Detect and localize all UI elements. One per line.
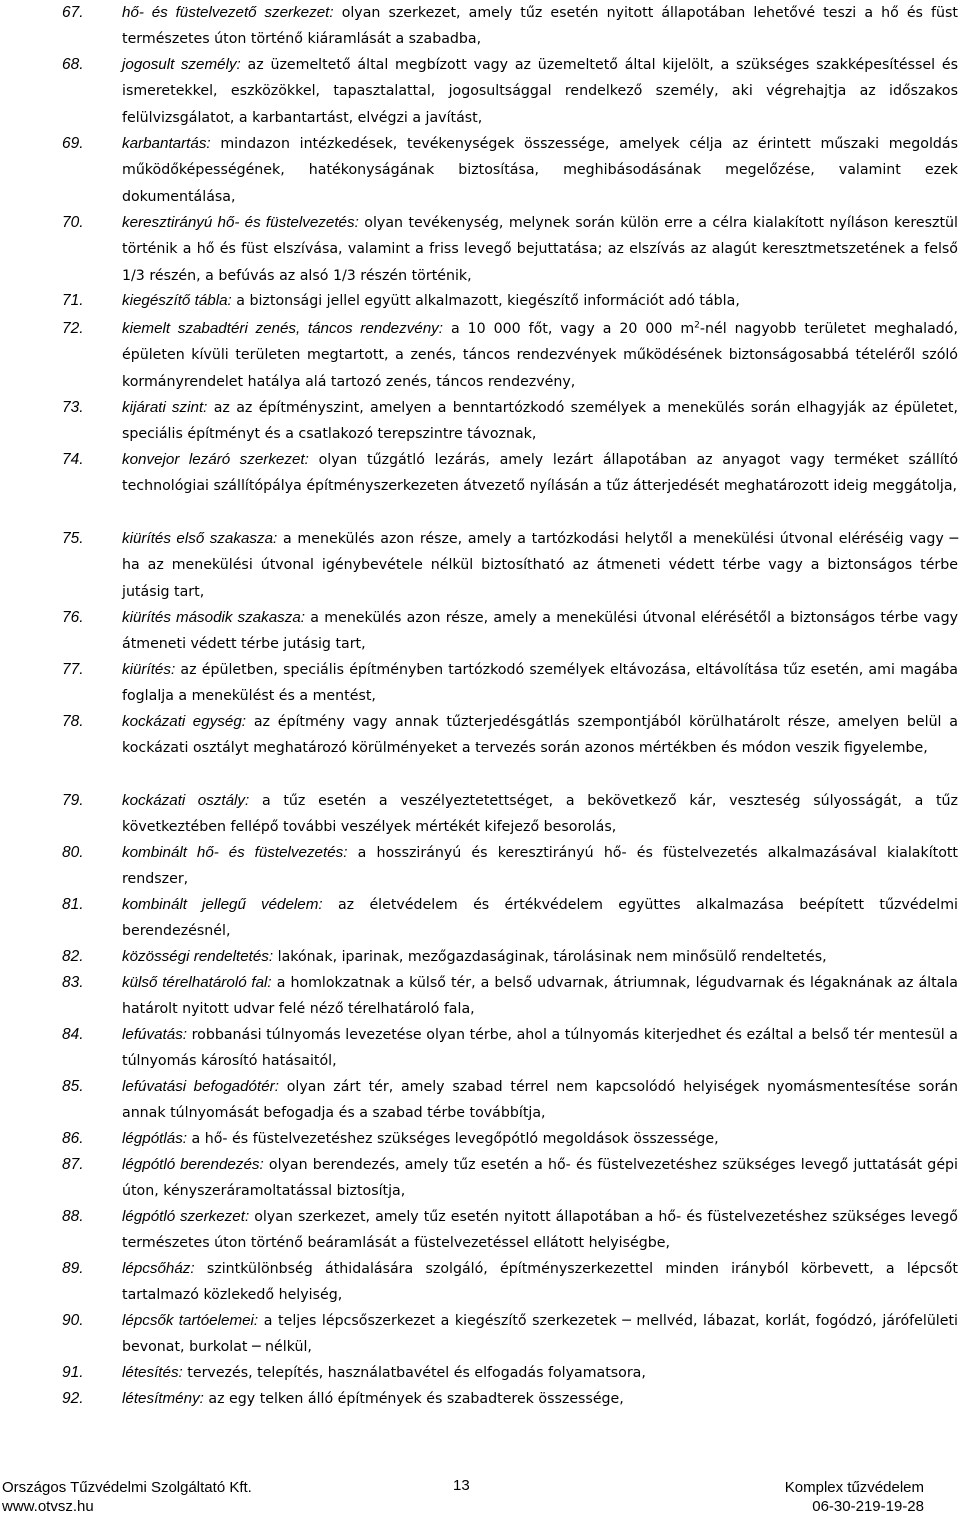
defined-term: kiegészítő tábla: <box>122 292 232 309</box>
defined-term: kombinált hő- és füstelvezetés: <box>122 844 348 861</box>
footer-phone: 06-30-219-19-28 <box>812 1498 924 1515</box>
definition-text <box>122 605 958 658</box>
definition-text <box>122 709 958 762</box>
item-number: 74. <box>62 451 84 468</box>
definition-text <box>122 1308 958 1361</box>
defined-term: kiemelt szabadtéri zenés, táncos rendezvény: <box>122 320 443 337</box>
footer-web: www.otvsz.hu <box>2 1498 94 1515</box>
defined-term: kockázati egység: <box>122 713 247 730</box>
definition-body: az épületben, speciális építményben tartózkodó személyek eltávozása, eltávolítása tűz esetén, ami magába foglalja a menekülést és a mentést, <box>122 662 959 705</box>
definition-body: az egy telken álló építmények és szabadterek összessége, <box>208 1391 624 1407</box>
definition-text <box>122 526 958 605</box>
definition-body: az üzemeltető által megbízott vagy az üzemeltető által kijelölt, a szükséges szakképesítéssel és ismeretekkel, eszközökkel, tapasztalattal, jogosultsággal rendelkező személy, aki végrehajtja az időszakos felülvizsgálatot, a karbantartást, elvégzi a javítást, <box>122 57 958 126</box>
definition-text <box>122 1360 958 1386</box>
defined-term: hő- és füstelvezető szerkezet: <box>122 4 334 21</box>
definition-text <box>122 288 958 314</box>
superscript: 2 <box>694 320 700 331</box>
definition-body: az életvédelem és értékvédelem együttes alkalmazása beépített tűzvédelmi berendezésnél, <box>122 897 958 940</box>
item-number: 80. <box>62 844 84 861</box>
definition-text <box>122 52 958 131</box>
defined-term: külső térelhatároló fal: <box>122 974 272 991</box>
definition-text <box>122 1022 958 1075</box>
defined-term: kombinált jellegű védelem: <box>122 896 323 913</box>
definition-body: a hosszirányú és keresztirányú hő- és füstelvezetés alkalmazásával kialakított rendszer, <box>122 845 958 888</box>
item-number: 88. <box>62 1208 84 1225</box>
footer-product: Komplex tűzvédelem <box>784 1479 924 1496</box>
item-number: 89. <box>62 1260 84 1277</box>
definition-text <box>122 1204 958 1257</box>
definition-text <box>122 316 958 395</box>
item-number: 84. <box>62 1026 84 1043</box>
definition-body: a teljes lépcsőszerkezet a kiegészítő szerkezetek ─ mellvéd, lábazat, korlát, fogódzó, járófelületi bevonat, burkolat ─ nélkül, <box>122 1313 958 1356</box>
definition-body: az építmény vagy annak tűzterjedésgátlás szempontjából körülhatárolt része, amelyen belül a kockázati osztályt meghatározó körülményeket a tervezés során azonos mértékben és módon veszik figyelembe, <box>122 714 958 757</box>
definition-body: olyan szerkezet, amely tűz esetén nyitott állapotában a hő- és füstelvezetéshez szükséges levegő természetes úton történő beáramlását a füstelvezetéssel ellátott helyiségbe, <box>122 1209 958 1252</box>
definition-body: robbanási túlnyomás levezetése olyan térbe, ahol a túlnyomás kiterjedhet és ezáltal a belső tér mentesül a túlnyomás károsító hatásaitól, <box>122 1027 958 1070</box>
defined-term: kiürítés: <box>122 661 176 678</box>
defined-term: karbantartás: <box>122 135 211 152</box>
defined-term: kiürítés első szakasza: <box>122 530 278 547</box>
item-number: 87. <box>62 1156 84 1173</box>
defined-term: lépcsőház: <box>122 1260 195 1277</box>
footer-left <box>2 1478 252 1516</box>
defined-term: létesítés: <box>122 1364 183 1381</box>
definition-body: lakónak, iparinak, mezőgazdaságinak, tárolásinak nem minősülő rendeltetés, <box>277 949 827 965</box>
item-number: 76. <box>62 609 84 626</box>
definition-body: olyan tűzgátló lezárás, amely lezárt állapotában az anyagot vagy terméket szállító technológiai szállítópálya építményszerkezeten átvezető nyílásán a tűz átterjedését meghatározott ideig meggátolja, <box>122 452 959 495</box>
page-footer <box>0 1478 960 1516</box>
item-number: 79. <box>62 792 84 809</box>
defined-term: kijárati szint: <box>122 399 208 416</box>
definition-text <box>122 892 958 945</box>
definition-body: olyan zárt tér, amely szabad térrel nem kapcsolódó helyiségek nyomásmentesítése során annak túlnyomását befogadja és a szabad térbe továbbítja, <box>122 1079 958 1122</box>
definition-body: -nél nagyobb területet meghaladó, épületen kívüli területen megtartott, a zenés, táncos rendezvények működésének biztonságosabbá tételéről szóló kormányrendelet hatálya alá tartozó zenés, táncos rendezvény, <box>122 321 958 390</box>
definition-text <box>122 1256 958 1309</box>
defined-term: jogosult személy: <box>122 56 241 73</box>
defined-term: kockázati osztály: <box>122 792 250 809</box>
definition-body: a menekülés azon része, amely a menekülési útvonal elérésétől a biztonságos térbe vagy átmeneti védett térbe jutásig tart, <box>122 610 958 653</box>
definition-text <box>122 395 958 448</box>
defined-term: lefúvatási befogadótér: <box>122 1078 279 1095</box>
definition-body-start: a 10 000 főt, vagy a 20 000 m <box>450 321 695 337</box>
defined-term: keresztirányú hő- és füstelvezetés: <box>122 214 359 231</box>
definition-text <box>122 1074 958 1127</box>
definition-body: tervezés, telepítés, használatbavétel és elfogadás folyamatsora, <box>187 1365 646 1381</box>
definition-text <box>122 1152 958 1205</box>
definition-text <box>122 944 958 970</box>
item-number: 77. <box>62 661 84 678</box>
definition-body: olyan szerkezet, amely tűz esetén nyitott állapotában lehetővé teszi a hő és füst természetes úton történő kiáramlását a szabadba, <box>122 5 958 48</box>
definition-text <box>122 131 958 210</box>
defined-term: légpótló berendezés: <box>122 1156 264 1173</box>
item-number: 68. <box>62 56 84 73</box>
item-number: 91. <box>62 1364 84 1381</box>
defined-term: konvejor lezáró szerkezet: <box>122 451 309 468</box>
footer-right <box>785 1478 924 1516</box>
definition-text <box>122 657 958 710</box>
definition-body: az az építményszint, amelyen a benntartózkodó személyek a menekülés során elhagyják az épületet, speciális építményt és a csatlakozó terepszintre távoznak, <box>122 400 958 443</box>
defined-term: lefúvatás: <box>122 1026 188 1043</box>
definition-body: mindazon intézkedések, tevékenységek összessége, amelyek célja az érintett műszaki megoldás működőképességének, hatékonyságának biztosítása, meghibásodásának megelőzése, valamint ezek dokumentálása, <box>122 136 958 205</box>
definition-text <box>122 0 958 53</box>
item-number: 72. <box>62 320 84 337</box>
definition-text <box>122 788 958 841</box>
item-number: 67. <box>62 4 84 21</box>
definition-text <box>122 1126 958 1152</box>
defined-term: lépcsők tartóelemei: <box>122 1312 259 1329</box>
definition-text <box>122 1386 958 1412</box>
item-number: 71. <box>62 292 84 309</box>
item-number: 78. <box>62 713 84 730</box>
definition-body: a homlokzatnak a külső tér, a belső udvarnak, átriumnak, légudvarnak és légaknának az általa határolt nyitott udvar felé néző térelhatároló fala, <box>122 975 958 1018</box>
item-number: 73. <box>62 399 84 416</box>
defined-term: kiürítés második szakasza: <box>122 609 306 626</box>
definition-body: szintkülönbség áthidalására szolgáló, építményszerkezettel minden irányból körbevett, a lépcsőt tartalmazó közlekedő helyiség, <box>122 1261 958 1304</box>
definition-text <box>122 840 958 893</box>
item-number: 69. <box>62 135 84 152</box>
definition-body: olyan berendezés, amely tűz esetén a hő- és füstelvezetéshez szükséges levegő juttatását gépi úton, kényszeráramoltatással biztosítja, <box>122 1157 958 1200</box>
definition-body: a hő- és füstelvezetéshez szükséges levegőpótló megoldások összessége, <box>191 1131 719 1147</box>
defined-term: légpótlás: <box>122 1130 188 1147</box>
footer-org: Országos Tűzvédelmi Szolgáltató Kft. <box>2 1479 252 1496</box>
defined-term: közösségi rendeltetés: <box>122 948 274 965</box>
item-number: 75. <box>62 530 84 547</box>
item-number: 81. <box>62 896 84 913</box>
definition-body: olyan tevékenység, melynek során külön erre a célra kialakított nyíláson keresztül történik a hő és füst elszívása, valamint a friss levegő bejuttatása; az elszívás az alagút keresztmetszetének a felső 1/3 részén, a befúvás az alsó 1/3 részén történik, <box>122 215 958 284</box>
item-number: 70. <box>62 214 84 231</box>
definition-text <box>122 447 958 500</box>
defined-term: légpótló szerkezet: <box>122 1208 250 1225</box>
item-number: 92. <box>62 1390 84 1407</box>
item-number: 90. <box>62 1312 84 1329</box>
definition-body: a menekülés azon része, amely a tartózkodási helytől a menekülési útvonal eléréséig vagy ─ ha az menekülési útvonal igénybevétele nélkül biztosítható az átmeneti védett térbe vagy a biztonságos térbe jutásig tart, <box>122 531 959 600</box>
item-number: 82. <box>62 948 84 965</box>
definition-text <box>122 210 958 289</box>
page-number: 13 <box>453 1477 470 1494</box>
definition-body: a tűz esetén a veszélyeztetettséget, a bekövetkező kár, veszteség súlyosságát, a tűz következtében fellépő további veszélyek mértékét kifejező besorolás, <box>122 793 958 836</box>
defined-term: létesítmény: <box>122 1390 204 1407</box>
item-number: 86. <box>62 1130 84 1147</box>
item-number: 85. <box>62 1078 84 1095</box>
item-number: 83. <box>62 974 84 991</box>
definition-text <box>122 970 958 1023</box>
definition-body: a biztonsági jellel együtt alkalmazott, kiegészítő információt adó tábla, <box>236 293 740 309</box>
